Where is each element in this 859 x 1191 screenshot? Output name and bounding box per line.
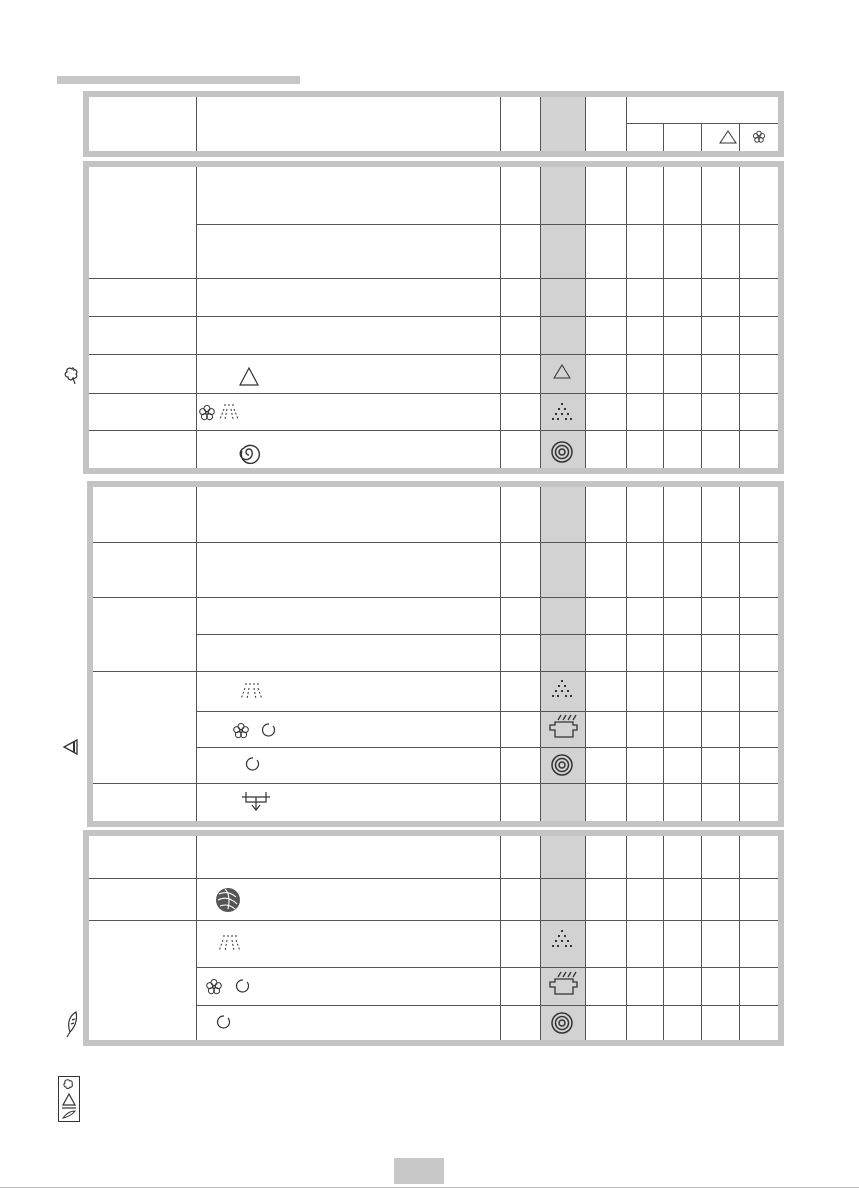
bottom-rule: [0, 1187, 859, 1188]
synthetic-triangle-icon: [62, 738, 80, 756]
highlight-column: [540, 836, 585, 1040]
wool-programs-table: [83, 830, 784, 1046]
footer-legend-icons: [58, 1076, 80, 1122]
wool-programs-grid: [83, 830, 784, 1046]
feather-icon: [64, 1010, 80, 1038]
synthetic-programs-table: [87, 481, 784, 827]
cotton-programs-grid: [83, 161, 784, 474]
highlight-column: [540, 167, 585, 468]
synthetic-programs-grid: [87, 481, 784, 827]
page-number-box: [394, 1158, 444, 1184]
header-table-grid: [83, 91, 784, 157]
cotton-flower-icon: [64, 366, 80, 386]
wool-ball-icon: [216, 888, 240, 912]
highlight-column: [540, 97, 585, 151]
section-heading-bar: [57, 76, 300, 84]
cotton-programs-table: [83, 161, 784, 474]
header-table: [83, 91, 784, 157]
